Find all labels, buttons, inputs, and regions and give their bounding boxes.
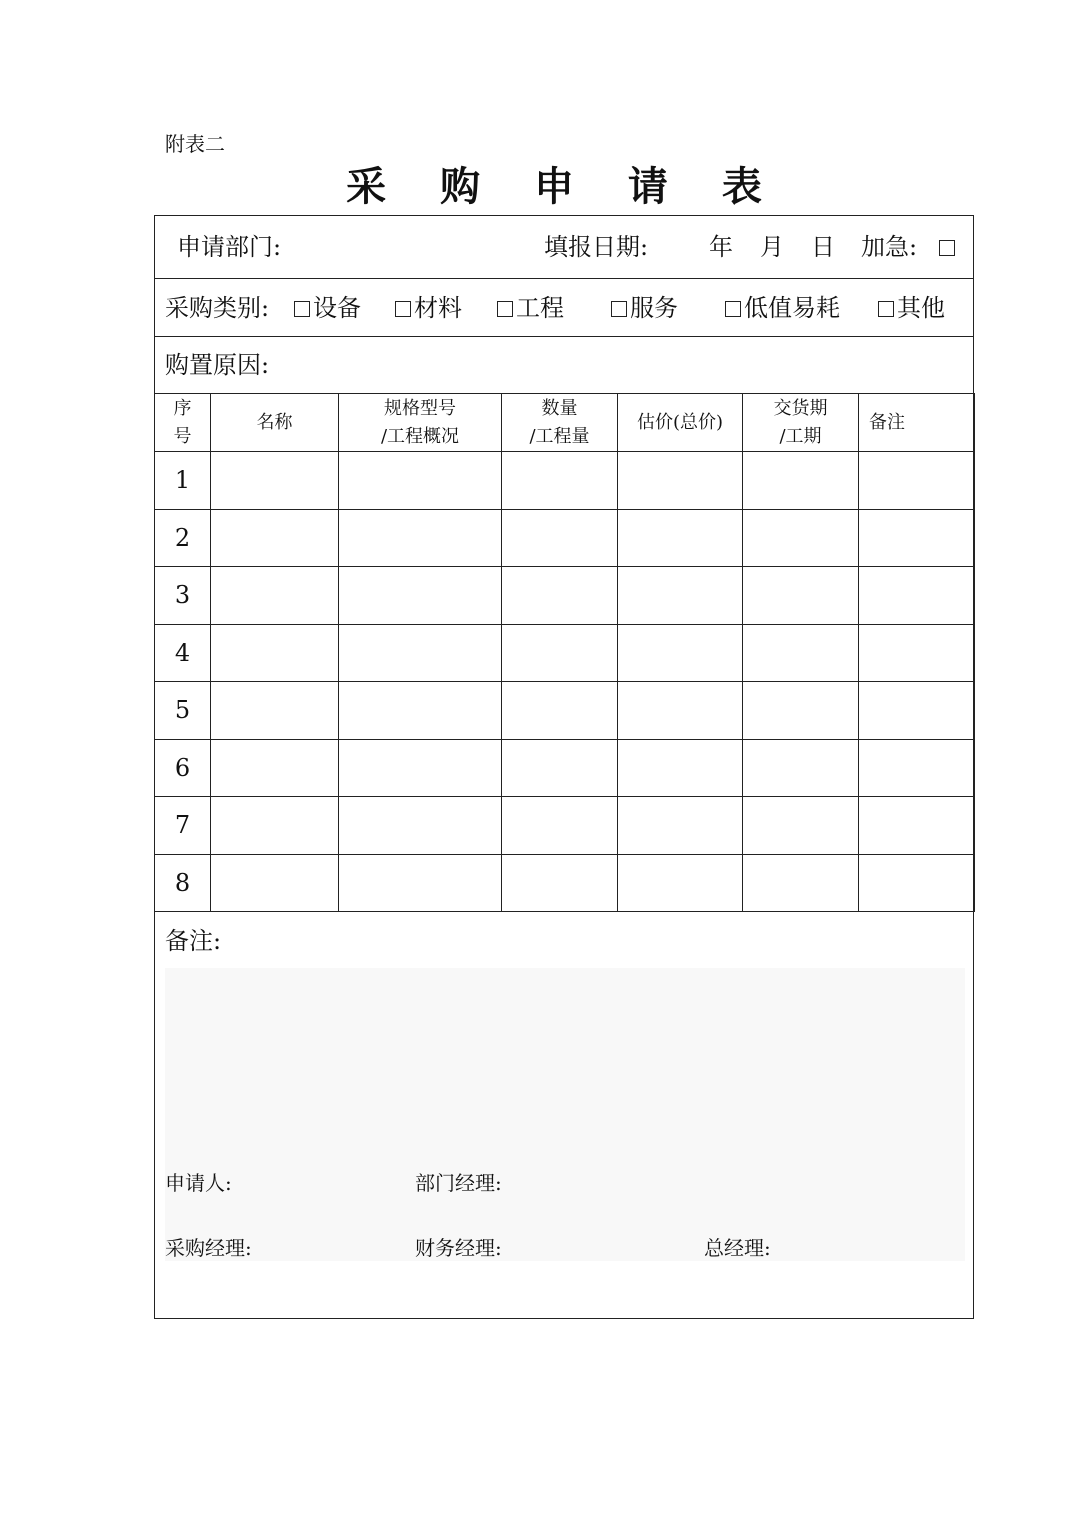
cell-delivery[interactable] [743,682,859,740]
cell-name[interactable] [211,509,339,567]
category-option-material[interactable]: 材料 [395,293,462,323]
table-row [155,452,975,510]
table-row [155,567,975,625]
cell-delivery[interactable] [743,797,859,855]
cell-spec[interactable] [339,739,502,797]
cell-name[interactable] [211,452,339,510]
cell-spec[interactable] [339,567,502,625]
general-manager-label: 总经理: [704,1236,771,1260]
cell-price[interactable] [618,682,743,740]
column-header-delivery: 交货期 /工期 [743,394,859,452]
cell-quantity[interactable] [502,624,618,682]
urgent-label: 加急: [861,233,918,261]
cell-spec[interactable] [339,854,502,912]
cell-remark[interactable] [859,739,975,797]
table-row [155,624,975,682]
attachment-label: 附表二 [165,132,225,156]
cell-quantity[interactable] [502,854,618,912]
table-row [155,682,975,740]
applicant-label: 申请人: [165,1171,232,1195]
cell-price[interactable] [618,567,743,625]
department-label: 申请部门: [177,233,282,261]
table-row [155,739,975,797]
reason-label: 购置原因: [165,351,270,379]
checkbox-icon[interactable] [611,301,627,317]
checkbox-icon[interactable] [878,301,894,317]
table-row [155,854,975,912]
dept-manager-label: 部门经理: [415,1171,502,1195]
cell-spec[interactable] [339,452,502,510]
category-option-equipment[interactable]: 设备 [294,293,361,323]
row-index: 4 [155,624,211,682]
cell-name[interactable] [211,739,339,797]
cell-delivery[interactable] [743,739,859,797]
row-index: 5 [155,682,211,740]
checkbox-icon[interactable] [294,301,310,317]
finance-manager-label: 财务经理: [415,1236,502,1260]
cell-name[interactable] [211,797,339,855]
checkbox-icon[interactable] [497,301,513,317]
day-label: 日 [811,233,835,261]
cell-quantity[interactable] [502,452,618,510]
column-header-quantity: 数量 /工程量 [502,394,618,452]
cell-spec[interactable] [339,624,502,682]
category-option-service[interactable]: 服务 [611,293,678,323]
cell-delivery[interactable] [743,567,859,625]
cell-name[interactable] [211,854,339,912]
category-row [155,279,973,337]
category-option-consumables[interactable]: 低值易耗 [725,293,840,323]
row-index: 1 [155,452,211,510]
column-header-name: 名称 [211,394,339,452]
cell-delivery[interactable] [743,624,859,682]
cell-remark[interactable] [859,452,975,510]
column-header-spec: 规格型号 /工程概况 [339,394,502,452]
cell-price[interactable] [618,509,743,567]
cell-quantity[interactable] [502,739,618,797]
fill-date-label: 填报日期: [544,233,649,261]
reason-row [155,337,973,394]
cell-remark[interactable] [859,509,975,567]
cell-spec[interactable] [339,509,502,567]
cell-remark[interactable] [859,682,975,740]
category-option-other[interactable]: 其他 [878,293,945,323]
checkbox-icon[interactable] [395,301,411,317]
cell-name[interactable] [211,624,339,682]
notes-label: 备注: [165,927,222,955]
column-header-remark: 备注 [859,394,975,452]
cell-delivery[interactable] [743,854,859,912]
cell-remark[interactable] [859,797,975,855]
cell-remark[interactable] [859,624,975,682]
checkbox-icon[interactable] [725,301,741,317]
cell-remark[interactable] [859,854,975,912]
cell-price[interactable] [618,452,743,510]
row-index: 8 [155,854,211,912]
cell-price[interactable] [618,854,743,912]
cell-delivery[interactable] [743,509,859,567]
cell-quantity[interactable] [502,509,618,567]
month-label: 月 [760,233,784,261]
cell-delivery[interactable] [743,452,859,510]
cell-name[interactable] [211,567,339,625]
category-option-engineering[interactable]: 工程 [497,293,564,323]
table-header-row [155,394,975,452]
cell-price[interactable] [618,739,743,797]
cell-price[interactable] [618,797,743,855]
cell-quantity[interactable] [502,682,618,740]
row-index: 7 [155,797,211,855]
column-header-index: 序 号 [155,394,211,452]
cell-quantity[interactable] [502,567,618,625]
table-row [155,797,975,855]
row-index: 2 [155,509,211,567]
department-row [155,216,973,279]
cell-spec[interactable] [339,682,502,740]
cell-spec[interactable] [339,797,502,855]
purchase-request-form [154,215,974,1319]
cell-price[interactable] [618,624,743,682]
year-label: 年 [709,233,733,261]
cell-quantity[interactable] [502,797,618,855]
table-row [155,509,975,567]
row-index: 6 [155,739,211,797]
cell-name[interactable] [211,682,339,740]
purchase-manager-label: 采购经理: [165,1236,252,1260]
form-title: 采 购 申 请 表 [346,163,782,210]
urgent-checkbox[interactable] [939,240,955,256]
row-index: 3 [155,567,211,625]
notes-area[interactable] [165,968,965,1261]
items-table [154,393,975,912]
cell-remark[interactable] [859,567,975,625]
column-header-price: 估价(总价) [618,394,743,452]
category-label: 采购类别: [165,294,270,322]
